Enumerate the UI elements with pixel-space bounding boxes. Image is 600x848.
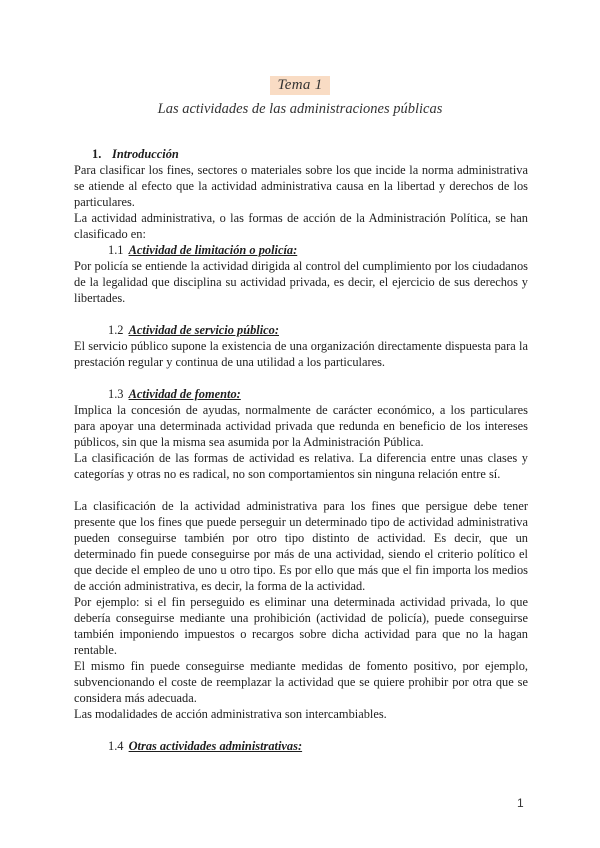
document-title: Tema 1 xyxy=(270,76,329,95)
section-heading-1 xyxy=(74,146,528,162)
document-subtitle: Las actividades de las administraciones públicas xyxy=(157,101,443,117)
section-number: 1. xyxy=(92,147,102,161)
subsection-number: 1.3 xyxy=(108,387,124,401)
subsection-title: Actividad de fomento: xyxy=(128,387,241,401)
paragraph: La clasificación de las formas de actividad es relativa. La diferencia entre unas clases y categorías y otras no es radical, no son comportamientos sin ninguna relación entre sí. xyxy=(74,451,528,481)
subsection-number: 1.1 xyxy=(108,243,124,257)
subsection-heading-1-4 xyxy=(74,738,528,754)
subsection-title: Actividad de limitación o policía: xyxy=(128,243,298,257)
paragraph: Por policía se entiende la actividad dirigida al control del cumplimiento por los ciudadanos de la legalidad que disciplina su actividad privada, es decir, el ejercicio de sus derechos y libertades. xyxy=(74,259,528,305)
paragraph: Implica la concesión de ayudas, normalmente de carácter económico, a los particulares para apoyar una determinada actividad privada que redunda en beneficio de los intereses públicos, sin que la misma sea asumida por la Administración Pública. xyxy=(74,403,528,449)
subsection-heading-1-2 xyxy=(74,322,528,338)
section-title: Introducción xyxy=(112,147,179,161)
paragraph: La actividad administrativa, o las formas de acción de la Administración Política, se han clasificado en: xyxy=(74,211,528,241)
page-number: 1 xyxy=(517,796,524,810)
paragraph: Las modalidades de acción administrativa son intercambiables. xyxy=(74,707,387,721)
title-block xyxy=(0,76,600,95)
subsection-title: Otras actividades administrativas: xyxy=(128,739,303,753)
paragraph: La clasificación de la actividad administrativa para los fines que persigue debe tener presente que los fines que puede perseguir un determinado tipo de actividad administrativa pueden conseguirse también por otro tipo distinto de actividad. Es decir, que un determinado fin puede conseguirse por más de una actividad, siendo el criterio político el que decide el empleo de uno u otro tipo. Es por ello que más que el fin importa los medios de acción administrativa, es decir, la forma de la actividad. xyxy=(74,499,528,593)
paragraph: El mismo fin puede conseguirse mediante medidas de fomento positivo, por ejemplo, subvencionando el coste de reemplazar la actividad que se quiere prohibir por otra que se considera más adecuada. xyxy=(74,659,528,705)
subsection-number: 1.2 xyxy=(108,323,124,337)
document-body xyxy=(74,146,528,754)
paragraph: El servicio público supone la existencia de una organización directamente dispuesta para la prestación regular y continua de una utilidad a los particulares. xyxy=(74,339,528,369)
subsection-heading-1-1 xyxy=(74,242,528,258)
subsection-heading-1-3 xyxy=(74,386,528,402)
paragraph: Para clasificar los fines, sectores o materiales sobre los que incide la norma administrativa se atiende al efecto que la actividad administrativa causa en la libertad y derechos de los particulares. xyxy=(74,163,528,209)
subsection-number: 1.4 xyxy=(108,739,124,753)
subsection-title: Actividad de servicio público: xyxy=(128,323,279,337)
paragraph: Por ejemplo: si el fin perseguido es eliminar una determinada actividad privada, lo que debería conseguirse mediante una prohibición (actividad de policía), puede conseguirse también imponiendo impuestos o recargos sobre dicha actividad para que no la hagan rentable. xyxy=(74,595,528,657)
